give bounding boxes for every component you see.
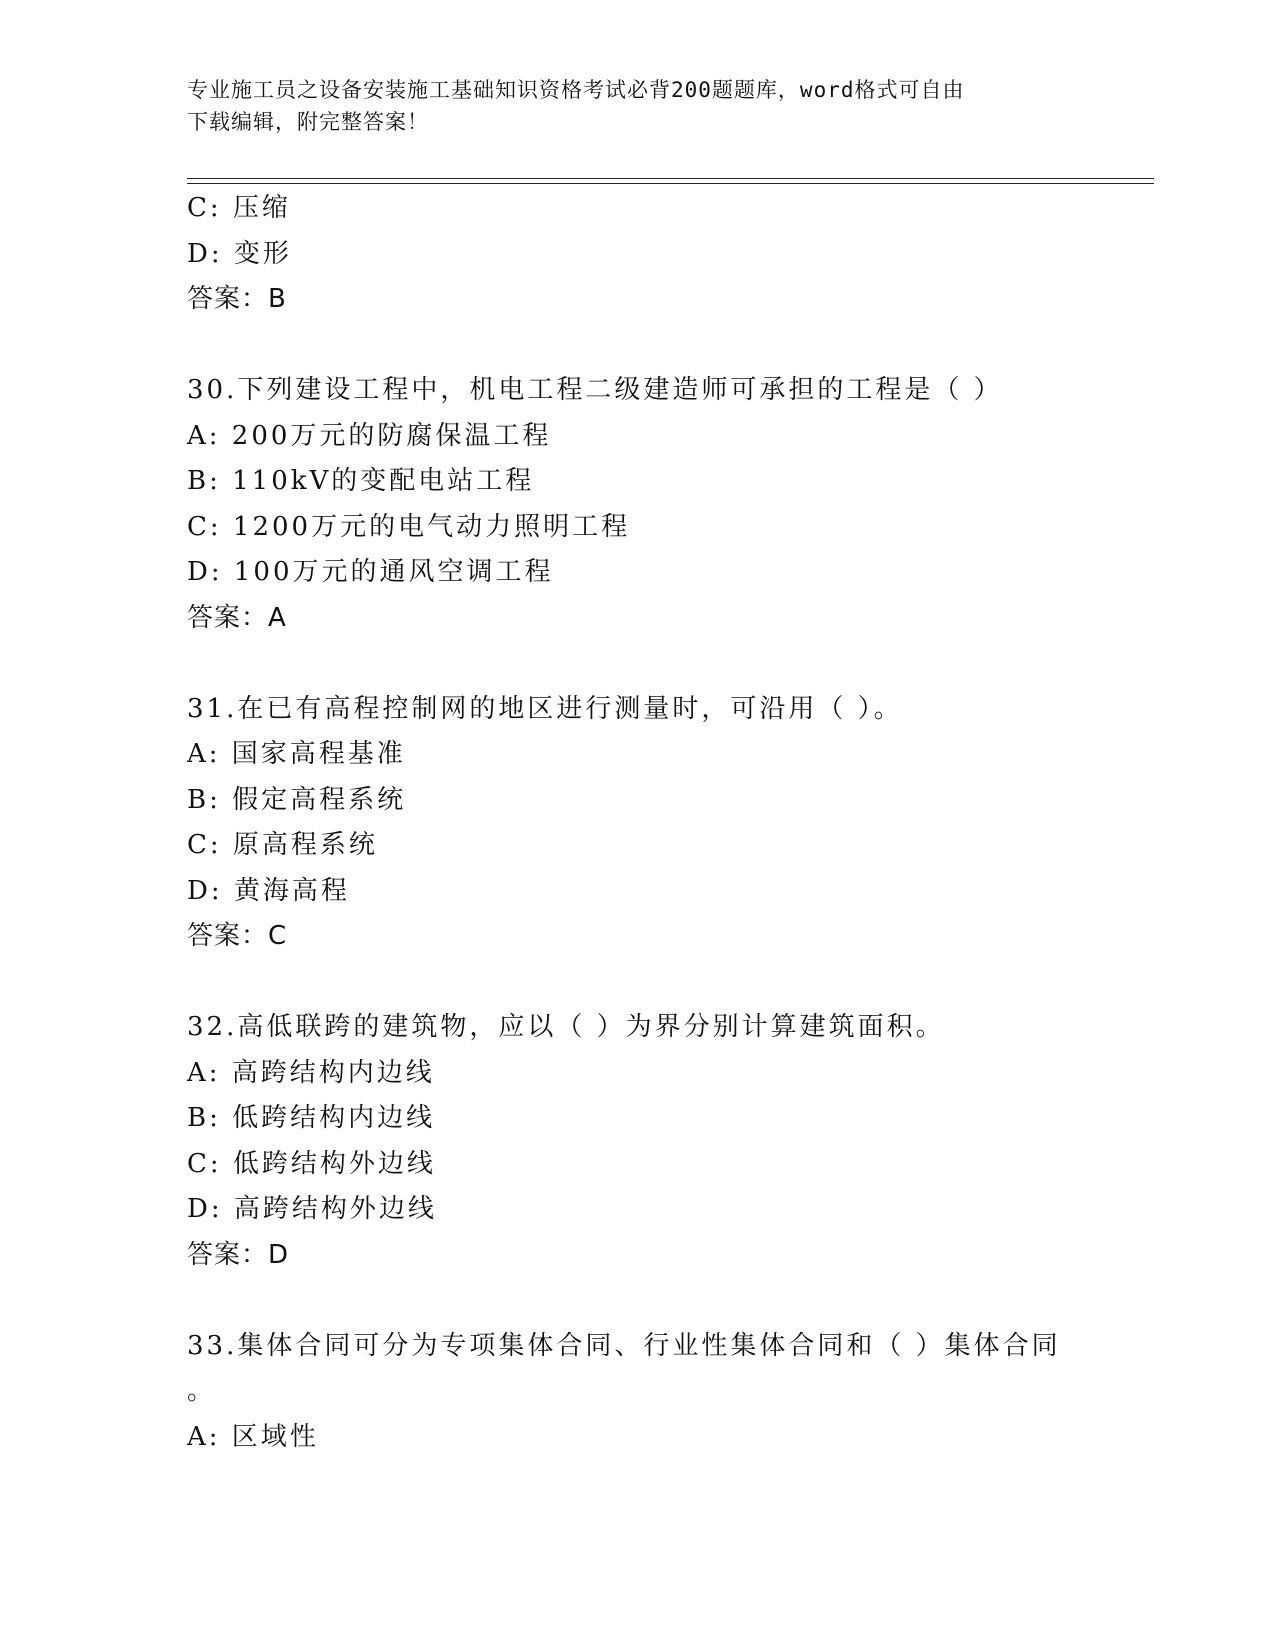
header-rule-bottom: [187, 183, 1154, 184]
option-b: B: 110kV的变配电站工程: [187, 466, 535, 496]
question-stem: 30.下列建设工程中，机电工程二级建造师可承担的工程是（ ）: [187, 375, 1003, 405]
spacer: [187, 960, 1147, 1006]
document-header: [187, 74, 1087, 138]
spacer: [187, 641, 1147, 687]
option-a: A: 高跨结构内边线: [187, 1057, 435, 1088]
option-a: A: 200万元的防腐保温工程: [187, 420, 552, 451]
question-stem: 32.高低联跨的建筑物，应以（ ）为界分别计算建筑面积。: [187, 1012, 945, 1042]
header-line-2: 下载编辑，附完整答案！: [187, 110, 429, 134]
option-d: D: 变形: [187, 238, 292, 269]
answer: 答案：B: [187, 284, 287, 314]
option-a: A: 区域性: [187, 1421, 319, 1452]
option-d: D: 高跨结构外边线: [187, 1194, 437, 1224]
header-rule-top: [187, 178, 1154, 179]
answer: 答案：C: [187, 921, 288, 951]
answer: 答案：A: [187, 602, 287, 633]
question-stem: 31.在已有高程控制网的地区进行测量时，可沿用（ ）。: [187, 693, 903, 724]
option-a: A: 国家高程基准: [187, 739, 406, 769]
option-d: D: 100万元的通风空调工程: [187, 557, 554, 587]
option-c: C: 压缩: [187, 193, 291, 223]
header-line-1: 专业施工员之设备安装施工基础知识资格考试必背200题题库，word格式可自由: [187, 78, 965, 102]
spacer: [187, 1278, 1147, 1324]
option-b: B: 假定高程系统: [187, 784, 407, 815]
option-d: D: 黄海高程: [187, 875, 350, 906]
spacer: [187, 323, 1147, 369]
option-c: C: 原高程系统: [187, 830, 378, 860]
option-c: C: 低跨结构外边线: [187, 1148, 436, 1179]
answer: 答案：D: [187, 1239, 290, 1270]
option-c: C: 1200万元的电气动力照明工程: [187, 511, 631, 542]
question-stem-continued: 。: [187, 1376, 217, 1406]
question-stem: 33.集体合同可分为专项集体合同、行业性集体合同和（ ）集体合同: [187, 1330, 1061, 1361]
question-content: [187, 186, 1147, 1460]
option-b: B: 低跨结构内边线: [187, 1103, 436, 1133]
